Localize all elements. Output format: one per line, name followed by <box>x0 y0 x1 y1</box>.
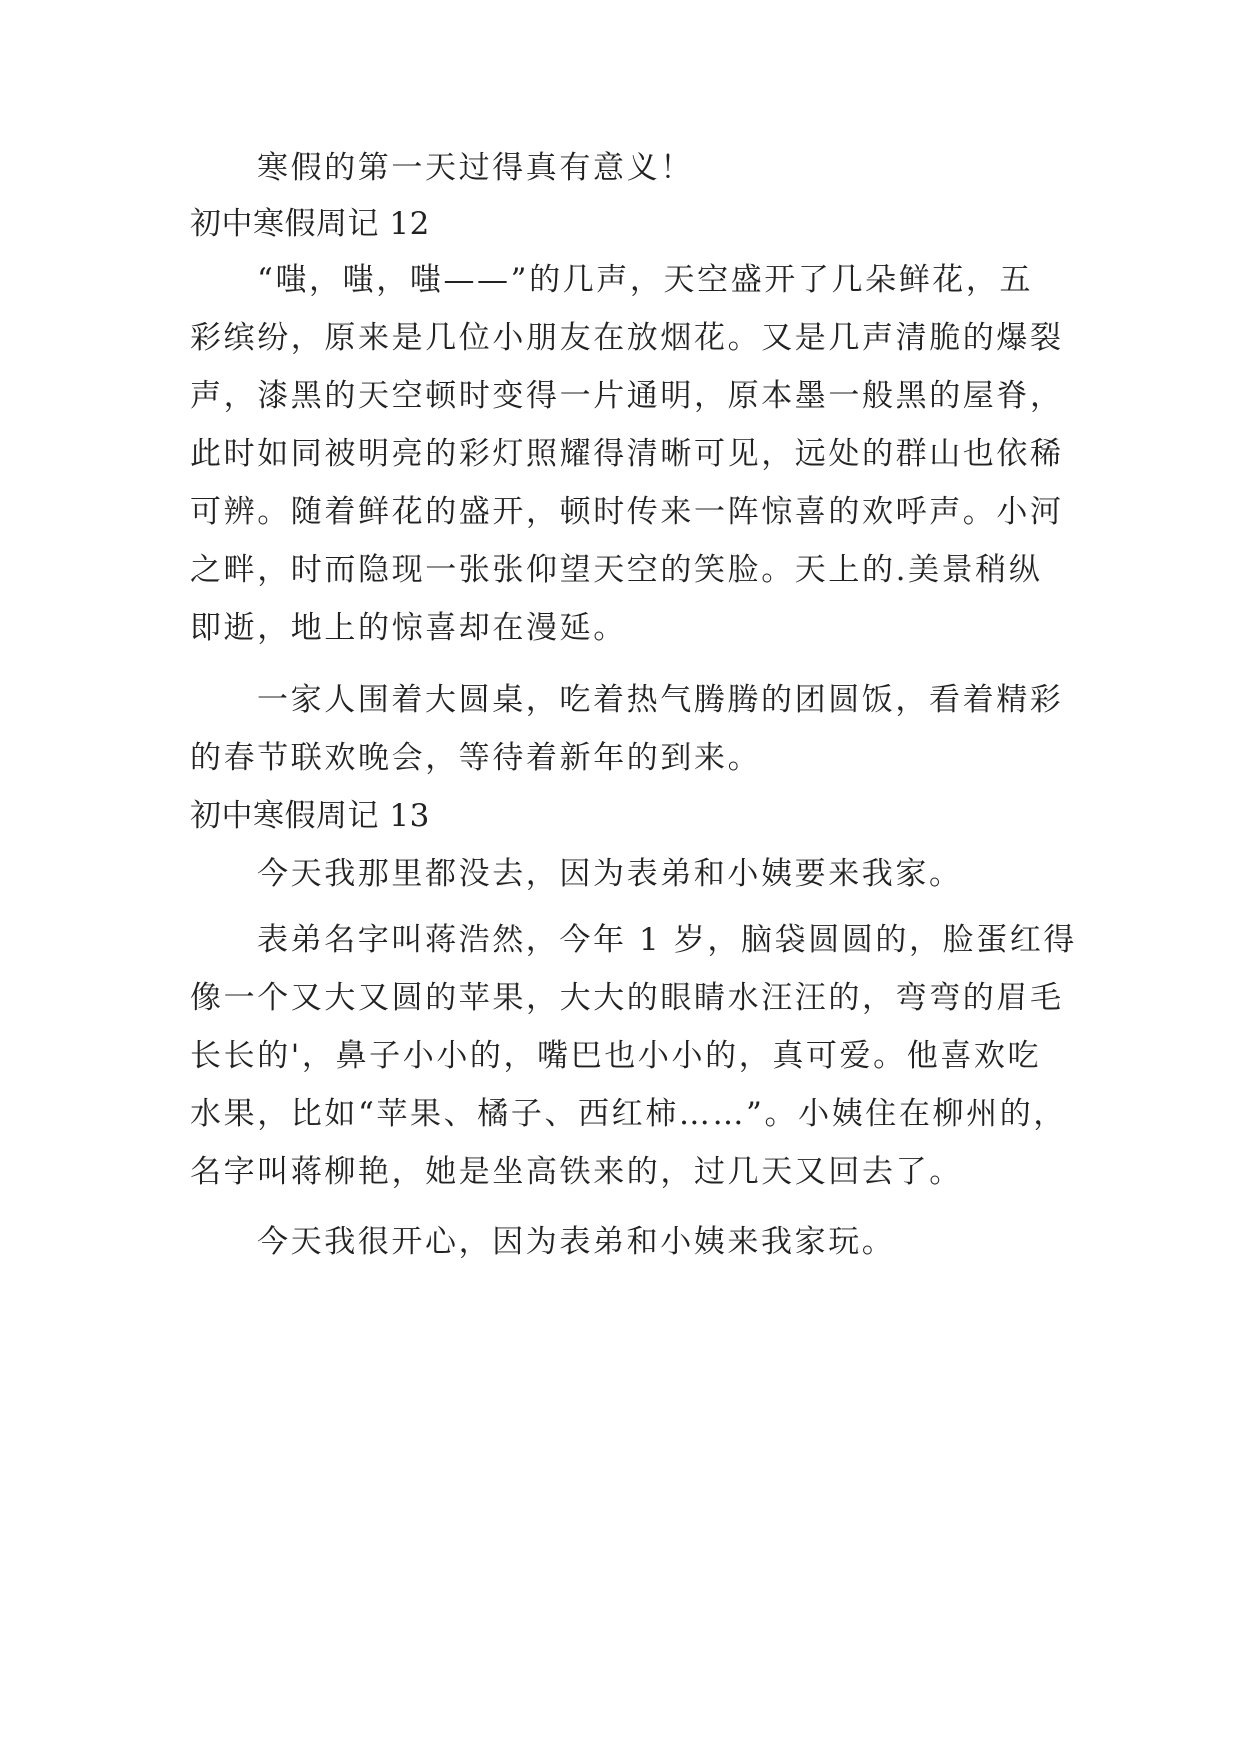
paragraph-line: 即逝，地上的惊喜却在漫延。 <box>190 610 627 646</box>
paragraph-line: 今天我那里都没去，因为表弟和小姨要来我家。 <box>257 856 963 892</box>
section-heading: 初中寒假周记 12 <box>190 206 430 242</box>
paragraph-line: 之畔，时而隐现一张张仰望天空的笑脸。天上的.美景稍纵 <box>190 552 1043 588</box>
paragraph-line: 一家人围着大圆桌，吃着热气腾腾的团圆饭，看着精彩 <box>257 682 1064 718</box>
paragraph-line: 可辨。随着鲜花的盛开，顿时传来一阵惊喜的欢呼声。小河 <box>190 494 1064 530</box>
section-heading: 初中寒假周记 13 <box>190 798 430 834</box>
paragraph-line: 寒假的第一天过得真有意义！ <box>257 150 694 186</box>
paragraph-line: 彩缤纷，原来是几位小朋友在放烟花。又是几声清脆的爆裂 <box>190 320 1064 356</box>
paragraph-line: 名字叫蒋柳艳，她是坐高铁来的，过几天又回去了。 <box>190 1154 963 1190</box>
paragraph-line: 此时如同被明亮的彩灯照耀得清晰可见，远处的群山也依稀 <box>190 436 1064 472</box>
paragraph-line: 像一个又大又圆的苹果，大大的眼睛水汪汪的，弯弯的眉毛 <box>190 980 1064 1016</box>
paragraph-line: 水果，比如“苹果、橘子、西红柿……”。小姨住在柳州的， <box>190 1096 1067 1132</box>
paragraph-line: 长长的'，鼻子小小的，嘴巴也小小的，真可爱。他喜欢吃 <box>190 1038 1042 1074</box>
paragraph-line: 的春节联欢晚会，等待着新年的到来。 <box>190 740 762 776</box>
paragraph-line: “嗤，嗤，嗤——”的几声，天空盛开了几朵鲜花，五 <box>257 262 1034 298</box>
paragraph-line: 声，漆黑的天空顿时变得一片通明，原本墨一般黑的屋脊， <box>190 378 1064 414</box>
paragraph-line: 表弟名字叫蒋浩然，今年 1 岁，脑袋圆圆的，脸蛋红得 <box>257 922 1078 958</box>
paragraph-line: 今天我很开心，因为表弟和小姨来我家玩。 <box>257 1224 896 1260</box>
